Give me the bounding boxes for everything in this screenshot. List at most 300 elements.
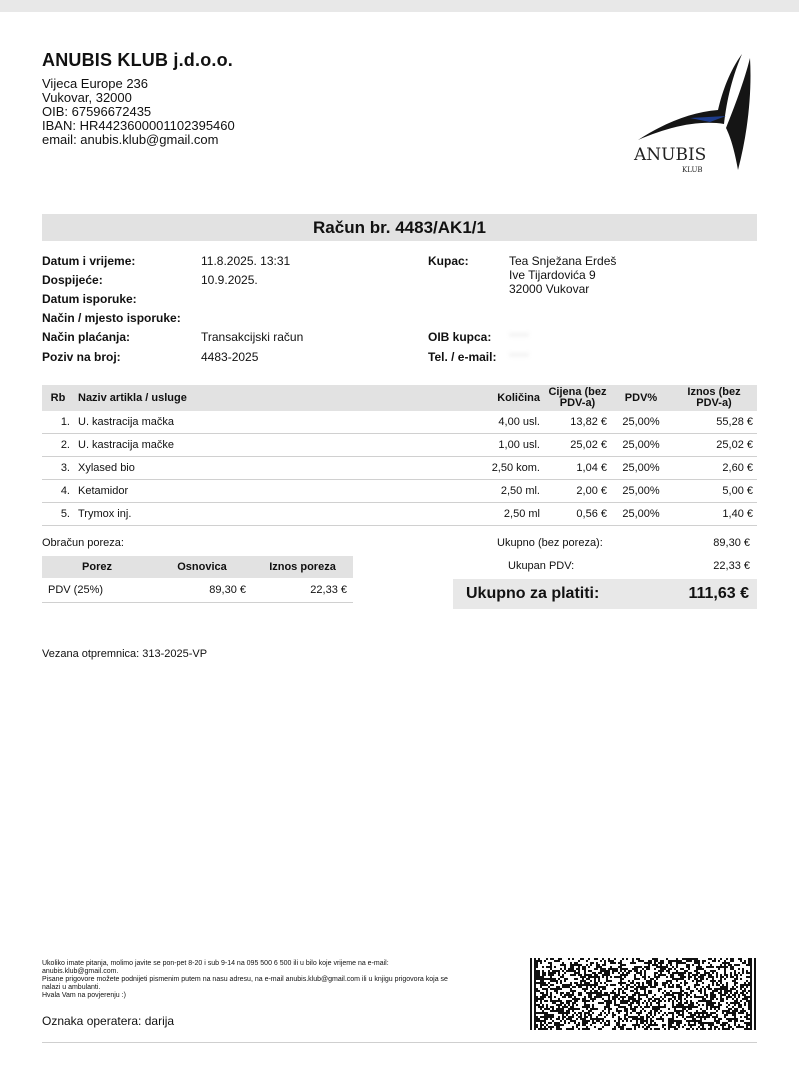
barcode-module xyxy=(572,964,574,966)
barcode-module xyxy=(554,990,556,992)
barcode-module xyxy=(566,984,568,986)
barcode-module xyxy=(556,970,558,972)
barcode-module xyxy=(726,1022,728,1024)
barcode-module xyxy=(552,984,554,986)
barcode-module xyxy=(530,986,532,988)
barcode-module xyxy=(636,1016,638,1018)
barcode-module xyxy=(538,1006,540,1008)
barcode-module xyxy=(612,996,614,998)
barcode-module xyxy=(534,1024,536,1026)
barcode-module xyxy=(682,974,684,976)
barcode-module xyxy=(734,964,736,966)
barcode-module xyxy=(644,988,646,990)
barcode-module xyxy=(546,1012,548,1014)
barcode-module xyxy=(734,1016,736,1018)
barcode-module xyxy=(592,1020,594,1022)
barcode-module xyxy=(738,1012,740,1014)
barcode-module xyxy=(608,996,610,998)
barcode-module xyxy=(550,1022,552,1024)
barcode-module xyxy=(754,974,756,976)
barcode-module xyxy=(550,1014,552,1016)
barcode-module xyxy=(690,1024,692,1026)
barcode-module xyxy=(750,988,752,990)
row-cijena: 1,04 € xyxy=(544,457,611,480)
barcode-module xyxy=(596,958,598,960)
barcode-module xyxy=(620,984,622,986)
barcode-module xyxy=(734,1004,736,1006)
barcode-module xyxy=(556,1004,558,1006)
barcode-module xyxy=(630,1008,632,1010)
barcode-module xyxy=(568,1018,570,1020)
barcode-module xyxy=(650,980,652,982)
barcode-module xyxy=(582,1022,584,1024)
barcode-module xyxy=(746,1014,748,1016)
barcode-module xyxy=(698,962,700,964)
barcode-module xyxy=(678,1002,680,1004)
barcode-module xyxy=(646,982,648,984)
barcode-module xyxy=(660,1010,662,1012)
barcode-module xyxy=(680,998,682,1000)
barcode-module xyxy=(580,1016,582,1018)
barcode-module xyxy=(680,976,682,978)
barcode-module xyxy=(554,1022,556,1024)
barcode-module xyxy=(650,1022,652,1024)
barcode-module xyxy=(648,1000,650,1002)
barcode-module xyxy=(550,1018,552,1020)
barcode-module xyxy=(558,1022,560,1024)
total-box xyxy=(453,579,757,609)
barcode-module xyxy=(704,970,706,972)
barcode-module xyxy=(604,988,606,990)
barcode-module xyxy=(700,968,702,970)
barcode-module xyxy=(670,980,672,982)
barcode-module xyxy=(680,960,682,962)
barcode-module xyxy=(538,974,540,976)
barcode-module xyxy=(710,1028,712,1030)
barcode-module xyxy=(530,988,532,990)
barcode-module xyxy=(594,982,596,984)
barcode-module xyxy=(650,978,652,980)
barcode-module xyxy=(704,1012,706,1014)
barcode-module xyxy=(618,1010,620,1012)
barcode-module xyxy=(536,1024,538,1026)
barcode-module xyxy=(616,994,618,996)
barcode-module xyxy=(618,1012,620,1014)
barcode-module xyxy=(642,982,644,984)
barcode-module xyxy=(594,996,596,998)
barcode-module xyxy=(614,988,616,990)
barcode-module xyxy=(754,968,756,970)
barcode-module xyxy=(654,984,656,986)
barcode-module xyxy=(688,1016,690,1018)
barcode-module xyxy=(596,974,598,976)
barcode-module xyxy=(738,968,740,970)
barcode-module xyxy=(538,978,540,980)
barcode-module xyxy=(718,1006,720,1008)
barcode-module xyxy=(558,958,560,960)
barcode-module xyxy=(538,1028,540,1030)
barcode-module xyxy=(736,1018,738,1020)
barcode-module xyxy=(738,1024,740,1026)
row-pdv: 25,00% xyxy=(611,457,671,480)
barcode-module xyxy=(692,958,694,960)
barcode-module xyxy=(610,992,612,994)
barcode-module xyxy=(590,1014,592,1016)
barcode-module xyxy=(750,1002,752,1004)
barcode-module xyxy=(680,990,682,992)
barcode-module xyxy=(644,992,646,994)
barcode-module xyxy=(602,998,604,1000)
barcode-module xyxy=(660,962,662,964)
barcode-module xyxy=(600,1018,602,1020)
barcode-module xyxy=(580,986,582,988)
barcode-module xyxy=(654,1014,656,1016)
barcode-module xyxy=(678,974,680,976)
barcode-module xyxy=(580,992,582,994)
barcode-module xyxy=(656,958,658,960)
barcode-module xyxy=(540,1012,542,1014)
barcode-module xyxy=(592,988,594,990)
barcode-module xyxy=(706,1014,708,1016)
barcode-module xyxy=(702,1016,704,1018)
barcode-module xyxy=(582,978,584,980)
barcode-module xyxy=(544,1020,546,1022)
barcode-module xyxy=(544,1014,546,1016)
barcode-module xyxy=(636,1012,638,1014)
barcode-module xyxy=(662,966,664,968)
barcode-module xyxy=(634,998,636,1000)
barcode-module xyxy=(578,984,580,986)
barcode-module xyxy=(748,982,750,984)
barcode-module xyxy=(740,992,742,994)
barcode-module xyxy=(734,1018,736,1020)
barcode-module xyxy=(694,1014,696,1016)
barcode-module xyxy=(544,974,546,976)
barcode-module xyxy=(716,972,718,974)
barcode-module xyxy=(670,974,672,976)
barcode-module xyxy=(688,1022,690,1024)
barcode-module xyxy=(554,1002,556,1004)
barcode-module xyxy=(556,1010,558,1012)
barcode-module xyxy=(668,1026,670,1028)
barcode-module xyxy=(654,972,656,974)
barcode-module xyxy=(546,1008,548,1010)
barcode-module xyxy=(642,1018,644,1020)
barcode-module xyxy=(640,960,642,962)
barcode-module xyxy=(570,1008,572,1010)
barcode-module xyxy=(632,1024,634,1026)
barcode-module xyxy=(688,994,690,996)
barcode-module xyxy=(754,958,756,960)
barcode-module xyxy=(590,984,592,986)
barcode-module xyxy=(736,1000,738,1002)
barcode-module xyxy=(716,1006,718,1008)
barcode-module xyxy=(706,972,708,974)
barcode-module xyxy=(750,1026,752,1028)
barcode-module xyxy=(750,994,752,996)
barcode-module xyxy=(700,976,702,978)
company-info xyxy=(42,50,442,147)
barcode-module xyxy=(534,986,536,988)
barcode-module xyxy=(642,986,644,988)
barcode-module xyxy=(542,984,544,986)
barcode-module xyxy=(722,986,724,988)
barcode-module xyxy=(638,1014,640,1016)
barcode-module xyxy=(550,984,552,986)
barcode-module xyxy=(582,998,584,1000)
barcode-module xyxy=(582,966,584,968)
barcode-module xyxy=(552,978,554,980)
barcode-module xyxy=(754,998,756,1000)
barcode-module xyxy=(750,962,752,964)
barcode-module xyxy=(714,958,716,960)
barcode-module xyxy=(644,1010,646,1012)
barcode-module xyxy=(530,964,532,966)
barcode-module xyxy=(700,992,702,994)
barcode-module xyxy=(694,1006,696,1008)
barcode-module xyxy=(534,1012,536,1014)
barcode-module xyxy=(542,1006,544,1008)
barcode-module xyxy=(708,984,710,986)
barcode-module xyxy=(560,976,562,978)
barcode-module xyxy=(568,1016,570,1018)
barcode-module xyxy=(534,958,536,960)
barcode-module xyxy=(688,1012,690,1014)
barcode-module xyxy=(572,970,574,972)
barcode-module xyxy=(570,1000,572,1002)
barcode-module xyxy=(720,986,722,988)
barcode-module xyxy=(664,984,666,986)
barcode-module xyxy=(686,1020,688,1022)
barcode-module xyxy=(612,970,614,972)
barcode-module xyxy=(718,1002,720,1004)
barcode-module xyxy=(742,998,744,1000)
barcode-module xyxy=(622,1006,624,1008)
barcode-module xyxy=(606,1004,608,1006)
barcode-module xyxy=(614,996,616,998)
barcode-module xyxy=(546,1024,548,1026)
datum-label: Datum i vrijeme: xyxy=(42,254,136,268)
barcode-module xyxy=(632,986,634,988)
barcode-module xyxy=(548,1008,550,1010)
tax-header-row xyxy=(42,556,353,578)
barcode-module xyxy=(624,964,626,966)
barcode-module xyxy=(574,986,576,988)
barcode-module xyxy=(636,970,638,972)
barcode-module xyxy=(574,1020,576,1022)
barcode-module xyxy=(710,1004,712,1006)
barcode-module xyxy=(692,1016,694,1018)
barcode-module xyxy=(646,1014,648,1016)
barcode-module xyxy=(552,970,554,972)
barcode-module xyxy=(650,986,652,988)
barcode-module xyxy=(668,1020,670,1022)
barcode-module xyxy=(742,1008,744,1010)
barcode-module xyxy=(662,1020,664,1022)
barcode-module xyxy=(562,964,564,966)
barcode-module xyxy=(656,966,658,968)
barcode-module xyxy=(540,1026,542,1028)
barcode-module xyxy=(538,1004,540,1006)
barcode-module xyxy=(538,1018,540,1020)
barcode-module xyxy=(666,994,668,996)
barcode-module xyxy=(690,1016,692,1018)
barcode-module xyxy=(658,1028,660,1030)
barcode-module xyxy=(754,960,756,962)
barcode-module xyxy=(554,1010,556,1012)
oib-kupca-label: OIB kupca: xyxy=(428,330,492,344)
barcode-module xyxy=(540,1016,542,1018)
barcode-module xyxy=(608,1000,610,1002)
barcode-module xyxy=(546,990,548,992)
barcode-module xyxy=(696,968,698,970)
barcode-module xyxy=(544,972,546,974)
barcode-module xyxy=(720,978,722,980)
barcode-module xyxy=(544,1008,546,1010)
barcode-module xyxy=(554,996,556,998)
barcode-module xyxy=(614,968,616,970)
barcode-module xyxy=(654,1012,656,1014)
footer-note xyxy=(42,960,522,1000)
barcode-module xyxy=(726,1018,728,1020)
barcode-module xyxy=(594,1018,596,1020)
row-iznos: 55,28 € xyxy=(671,411,757,434)
barcode-module xyxy=(536,962,538,964)
barcode-module xyxy=(634,988,636,990)
barcode-module xyxy=(590,970,592,972)
barcode-module xyxy=(556,960,558,962)
barcode-module xyxy=(566,1014,568,1016)
barcode-module xyxy=(736,986,738,988)
company-oib: OIB: 67596672435 xyxy=(42,104,152,119)
barcode-module xyxy=(636,972,638,974)
barcode-module xyxy=(658,1018,660,1020)
barcode-module xyxy=(596,976,598,978)
barcode-module xyxy=(548,962,550,964)
barcode-module xyxy=(644,974,646,976)
barcode-module xyxy=(612,1028,614,1030)
barcode-module xyxy=(622,998,624,1000)
barcode-module xyxy=(618,1004,620,1006)
barcode-module xyxy=(618,1022,620,1024)
barcode-module xyxy=(724,988,726,990)
barcode-module xyxy=(548,972,550,974)
barcode-module xyxy=(716,998,718,1000)
barcode-module xyxy=(536,972,538,974)
barcode-module xyxy=(744,990,746,992)
barcode-module xyxy=(714,996,716,998)
barcode-module xyxy=(750,1028,752,1030)
barcode-module xyxy=(704,1000,706,1002)
barcode-module xyxy=(726,992,728,994)
barcode-module xyxy=(556,992,558,994)
barcode-module xyxy=(590,996,592,998)
barcode-module xyxy=(720,958,722,960)
barcode-module xyxy=(580,1014,582,1016)
footer-line: anubis.klub@gmail.com. xyxy=(42,968,119,975)
barcode-module xyxy=(576,962,578,964)
barcode-module xyxy=(630,1028,632,1030)
barcode-module xyxy=(674,992,676,994)
barcode-module xyxy=(562,1024,564,1026)
barcode-module xyxy=(620,970,622,972)
barcode-module xyxy=(712,1006,714,1008)
barcode-module xyxy=(634,962,636,964)
barcode-module xyxy=(692,990,694,992)
barcode-module xyxy=(540,998,542,1000)
barcode-module xyxy=(738,972,740,974)
barcode-module xyxy=(546,958,548,960)
barcode-module xyxy=(580,994,582,996)
barcode-module xyxy=(610,966,612,968)
barcode-module xyxy=(700,1000,702,1002)
barcode-module xyxy=(692,1028,694,1030)
barcode-module xyxy=(674,1010,676,1012)
barcode-module xyxy=(734,980,736,982)
barcode-module xyxy=(542,1012,544,1014)
barcode-module xyxy=(638,1018,640,1020)
barcode-module xyxy=(622,1002,624,1004)
barcode-module xyxy=(594,1022,596,1024)
barcode-module xyxy=(584,980,586,982)
barcode-module xyxy=(564,994,566,996)
barcode-module xyxy=(586,982,588,984)
barcode-module xyxy=(542,966,544,968)
barcode-module xyxy=(568,986,570,988)
barcode-module xyxy=(706,1022,708,1024)
barcode-module xyxy=(710,980,712,982)
barcode-module xyxy=(724,970,726,972)
barcode-module xyxy=(646,996,648,998)
barcode-module xyxy=(722,984,724,986)
barcode-module xyxy=(670,994,672,996)
barcode-module xyxy=(670,976,672,978)
barcode-module xyxy=(570,982,572,984)
barcode-module xyxy=(540,960,542,962)
barcode-module xyxy=(558,974,560,976)
barcode-module xyxy=(552,1010,554,1012)
barcode-module xyxy=(576,998,578,1000)
barcode-module xyxy=(634,976,636,978)
barcode-module xyxy=(578,1008,580,1010)
barcode-module xyxy=(536,1018,538,1020)
barcode-module xyxy=(654,1006,656,1008)
barcode-module xyxy=(702,974,704,976)
barcode-module xyxy=(636,982,638,984)
barcode-module xyxy=(622,1026,624,1028)
barcode-module xyxy=(702,982,704,984)
bottom-divider xyxy=(42,1042,757,1043)
barcode-module xyxy=(668,980,670,982)
barcode-module xyxy=(546,1014,548,1016)
barcode-module xyxy=(568,984,570,986)
barcode-module xyxy=(594,990,596,992)
barcode-module xyxy=(614,984,616,986)
barcode-module xyxy=(612,968,614,970)
barcode-module xyxy=(686,966,688,968)
barcode-module xyxy=(566,992,568,994)
barcode-module xyxy=(530,1020,532,1022)
barcode-module xyxy=(556,1018,558,1020)
barcode-module xyxy=(556,1022,558,1024)
barcode-module xyxy=(668,1000,670,1002)
barcode-module xyxy=(738,1026,740,1028)
barcode-module xyxy=(676,958,678,960)
barcode-module xyxy=(546,1000,548,1002)
barcode-module xyxy=(620,996,622,998)
barcode-module xyxy=(714,988,716,990)
barcode-module xyxy=(534,1008,536,1010)
